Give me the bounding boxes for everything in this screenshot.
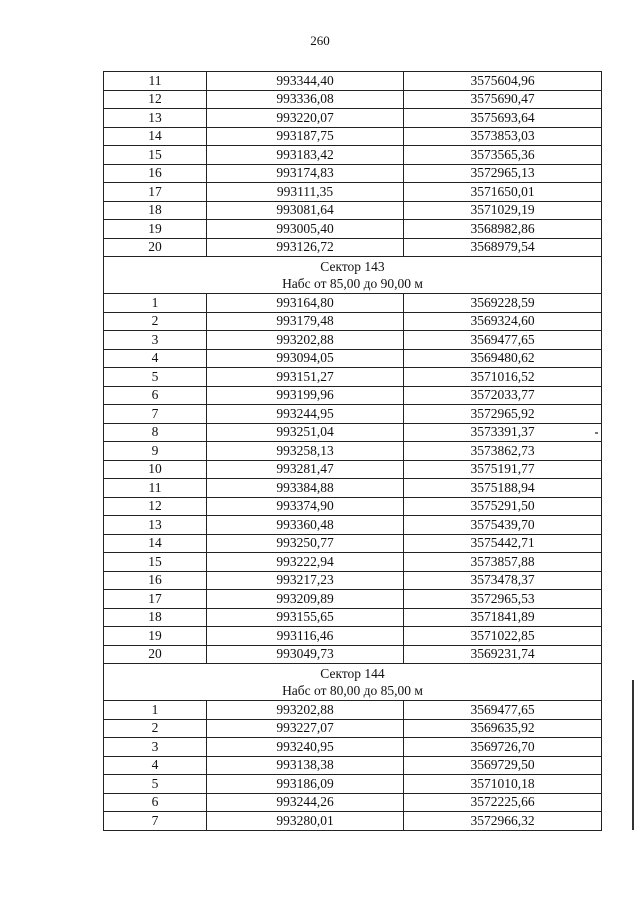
table-row [104, 405, 602, 424]
y-coordinate-cell: 3571016,52 [404, 368, 602, 387]
x-coordinate-cell: 993360,48 [207, 516, 404, 535]
table-row [104, 793, 602, 812]
y-coordinate-cell: 3569635,92 [404, 719, 602, 738]
x-coordinate-cell: 993222,94 [207, 553, 404, 572]
x-coordinate-cell: 993250,77 [207, 534, 404, 553]
x-coordinate-cell: 993202,88 [207, 331, 404, 350]
x-coordinate-cell: 993244,26 [207, 793, 404, 812]
table-row [104, 368, 602, 387]
table-row [104, 201, 602, 220]
y-coordinate-cell: 3571650,01 [404, 183, 602, 202]
point-number-cell: 12 [104, 90, 207, 109]
table-row [104, 497, 602, 516]
y-coordinate-cell: 3569228,59 [404, 294, 602, 313]
x-coordinate-cell: 993111,35 [207, 183, 404, 202]
x-coordinate-cell: 993336,08 [207, 90, 404, 109]
x-coordinate-cell: 993179,48 [207, 312, 404, 331]
x-coordinate-cell: 993081,64 [207, 201, 404, 220]
x-coordinate-cell: 993209,89 [207, 590, 404, 609]
y-coordinate-cell: 3575604,96 [404, 72, 602, 91]
point-number-cell: 20 [104, 645, 207, 664]
point-number-cell: 2 [104, 719, 207, 738]
y-coordinate-cell: 3575693,64 [404, 109, 602, 128]
section-header-row [104, 257, 602, 294]
x-coordinate-cell: 993199,96 [207, 386, 404, 405]
y-coordinate-cell: 3569477,65 [404, 331, 602, 350]
x-coordinate-cell: 993384,88 [207, 479, 404, 498]
point-number-cell: 7 [104, 812, 207, 831]
table-row [104, 553, 602, 572]
y-coordinate-cell: 3568979,54 [404, 238, 602, 257]
coordinates-table [103, 71, 602, 831]
point-number-cell: 9 [104, 442, 207, 461]
point-number-cell: 7 [104, 405, 207, 424]
sector-elevation-range: Набс от 85,00 до 90,00 м [282, 276, 423, 291]
point-number-cell: 17 [104, 590, 207, 609]
y-coordinate-cell: 3569324,60 [404, 312, 602, 331]
x-coordinate-cell: 993186,09 [207, 775, 404, 794]
y-coordinate-cell: 3573478,37 [404, 571, 602, 590]
x-coordinate-cell: 993183,42 [207, 146, 404, 165]
table-row [104, 238, 602, 257]
x-coordinate-cell: 993155,65 [207, 608, 404, 627]
table-row [104, 479, 602, 498]
y-coordinate-cell: 3575439,70 [404, 516, 602, 535]
point-number-cell: 12 [104, 497, 207, 516]
point-number-cell: 19 [104, 220, 207, 239]
y-coordinate-cell: 3572966,32 [404, 812, 602, 831]
table-row [104, 294, 602, 313]
point-number-cell: 4 [104, 756, 207, 775]
x-coordinate-cell: 993227,07 [207, 719, 404, 738]
table-row [104, 146, 602, 165]
point-number-cell: 13 [104, 516, 207, 535]
table-row [104, 72, 602, 91]
table-row [104, 312, 602, 331]
y-coordinate-cell: 3572965,53 [404, 590, 602, 609]
point-number-cell: 11 [104, 479, 207, 498]
y-coordinate-cell: 3569726,70 [404, 738, 602, 757]
table-row [104, 738, 602, 757]
point-number-cell: 16 [104, 164, 207, 183]
y-coordinate-cell: 3575442,71 [404, 534, 602, 553]
x-coordinate-cell: 993049,73 [207, 645, 404, 664]
y-coordinate-cell: 3575191,77 [404, 460, 602, 479]
margin-mark [595, 432, 598, 434]
table-row [104, 127, 602, 146]
table-row [104, 645, 602, 664]
y-coordinate-cell: 3573853,03 [404, 127, 602, 146]
table-row [104, 608, 602, 627]
table-row [104, 386, 602, 405]
x-coordinate-cell: 993116,46 [207, 627, 404, 646]
table-row [104, 812, 602, 831]
point-number-cell: 2 [104, 312, 207, 331]
section-header-row [104, 664, 602, 701]
table-row [104, 349, 602, 368]
sector-title: Сектор 143 [320, 259, 385, 274]
point-number-cell: 20 [104, 238, 207, 257]
y-coordinate-cell: 3575690,47 [404, 90, 602, 109]
point-number-cell: 5 [104, 775, 207, 794]
x-coordinate-cell: 993220,07 [207, 109, 404, 128]
y-coordinate-cell: 3575188,94 [404, 479, 602, 498]
point-number-cell: 3 [104, 738, 207, 757]
y-coordinate-cell: 3569480,62 [404, 349, 602, 368]
x-coordinate-cell: 993251,04 [207, 423, 404, 442]
table-row [104, 590, 602, 609]
table-row [104, 423, 602, 442]
table-row [104, 331, 602, 350]
section-header [104, 664, 602, 701]
point-number-cell: 16 [104, 571, 207, 590]
point-number-cell: 15 [104, 146, 207, 165]
table-row [104, 90, 602, 109]
table-row [104, 775, 602, 794]
x-coordinate-cell: 993258,13 [207, 442, 404, 461]
x-coordinate-cell: 993005,40 [207, 220, 404, 239]
y-coordinate-cell: 3572033,77 [404, 386, 602, 405]
point-number-cell: 8 [104, 423, 207, 442]
y-coordinate-cell: 3571022,85 [404, 627, 602, 646]
point-number-cell: 11 [104, 72, 207, 91]
sector-title: Сектор 144 [320, 666, 385, 681]
x-coordinate-cell: 993164,80 [207, 294, 404, 313]
x-coordinate-cell: 993126,72 [207, 238, 404, 257]
y-coordinate-cell: 3575291,50 [404, 497, 602, 516]
y-coordinate-cell: 3573391,37 [404, 423, 602, 442]
point-number-cell: 4 [104, 349, 207, 368]
y-coordinate-cell: 3571841,89 [404, 608, 602, 627]
x-coordinate-cell: 993244,95 [207, 405, 404, 424]
table-row [104, 109, 602, 128]
x-coordinate-cell: 993174,83 [207, 164, 404, 183]
x-coordinate-cell: 993151,27 [207, 368, 404, 387]
table-row [104, 756, 602, 775]
section-header [104, 257, 602, 294]
x-coordinate-cell: 993240,95 [207, 738, 404, 757]
table-row [104, 183, 602, 202]
x-coordinate-cell: 993344,40 [207, 72, 404, 91]
point-number-cell: 6 [104, 793, 207, 812]
point-number-cell: 1 [104, 294, 207, 313]
table-row [104, 516, 602, 535]
x-coordinate-cell: 993187,75 [207, 127, 404, 146]
point-number-cell: 17 [104, 183, 207, 202]
table-row [104, 220, 602, 239]
point-number-cell: 13 [104, 109, 207, 128]
table-row [104, 442, 602, 461]
point-number-cell: 19 [104, 627, 207, 646]
y-coordinate-cell: 3572965,92 [404, 405, 602, 424]
page-edge-line [632, 680, 634, 830]
point-number-cell: 5 [104, 368, 207, 387]
table-row [104, 719, 602, 738]
y-coordinate-cell: 3572965,13 [404, 164, 602, 183]
point-number-cell: 15 [104, 553, 207, 572]
table-row [104, 460, 602, 479]
point-number-cell: 14 [104, 127, 207, 146]
x-coordinate-cell: 993094,05 [207, 349, 404, 368]
x-coordinate-cell: 993217,23 [207, 571, 404, 590]
table-row [104, 627, 602, 646]
x-coordinate-cell: 993374,90 [207, 497, 404, 516]
table-row [104, 534, 602, 553]
page-number: 260 [310, 33, 330, 48]
table-row [104, 701, 602, 720]
x-coordinate-cell: 993202,88 [207, 701, 404, 720]
y-coordinate-cell: 3569231,74 [404, 645, 602, 664]
y-coordinate-cell: 3571010,18 [404, 775, 602, 794]
point-number-cell: 18 [104, 201, 207, 220]
point-number-cell: 14 [104, 534, 207, 553]
y-coordinate-cell: 3571029,19 [404, 201, 602, 220]
x-coordinate-cell: 993138,38 [207, 756, 404, 775]
table-row [104, 164, 602, 183]
y-coordinate-cell: 3572225,66 [404, 793, 602, 812]
point-number-cell: 10 [104, 460, 207, 479]
point-number-cell: 18 [104, 608, 207, 627]
y-coordinate-cell: 3568982,86 [404, 220, 602, 239]
point-number-cell: 3 [104, 331, 207, 350]
table-row [104, 571, 602, 590]
x-coordinate-cell: 993280,01 [207, 812, 404, 831]
y-coordinate-cell: 3573857,88 [404, 553, 602, 572]
sector-elevation-range: Набс от 80,00 до 85,00 м [282, 683, 423, 698]
point-number-cell: 1 [104, 701, 207, 720]
x-coordinate-cell: 993281,47 [207, 460, 404, 479]
point-number-cell: 6 [104, 386, 207, 405]
y-coordinate-cell: 3573862,73 [404, 442, 602, 461]
y-coordinate-cell: 3573565,36 [404, 146, 602, 165]
coordinates-table-body [104, 72, 602, 831]
y-coordinate-cell: 3569477,65 [404, 701, 602, 720]
y-coordinate-cell: 3569729,50 [404, 756, 602, 775]
